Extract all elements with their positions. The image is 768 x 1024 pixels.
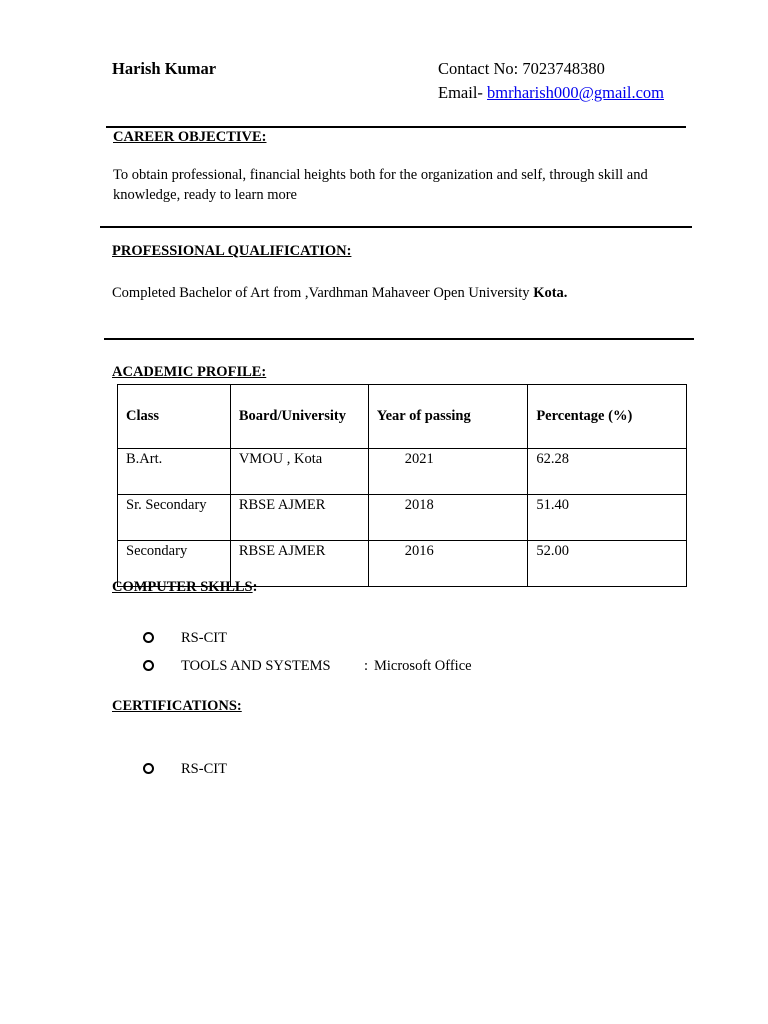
email-line <box>438 83 664 103</box>
table-cell: 2018 <box>368 495 528 541</box>
table-cell: Sr. Secondary <box>118 495 231 541</box>
divider-2 <box>100 226 692 228</box>
computer-skills-colon: : <box>252 579 258 595</box>
career-objective-line-1: To obtain professional, financial heights both for the organization and self, through skill and <box>113 167 648 183</box>
computer-skills-heading <box>112 579 257 596</box>
column-header: Year of passing <box>368 385 528 449</box>
column-header: Class <box>118 385 231 449</box>
academic-table <box>117 384 687 587</box>
contact-number: Contact No: 7023748380 <box>438 59 605 78</box>
table-row <box>118 495 687 541</box>
professional-qualification-heading: PROFESSIONAL QUALIFICATION: <box>112 243 352 259</box>
divider-3 <box>104 338 694 340</box>
certification-item: RS-CIT <box>181 761 227 777</box>
column-header: Board/University <box>230 385 368 449</box>
certifications-heading: CERTIFICATIONS: <box>112 698 242 714</box>
skill-separator: : <box>364 658 369 674</box>
qualification-text <box>112 283 567 303</box>
divider-1 <box>106 126 686 128</box>
table-cell: RBSE AJMER <box>230 541 368 587</box>
computer-skills-title: COMPUTER SKILLS <box>112 579 253 595</box>
column-header: Percentage (%) <box>528 385 687 449</box>
skill-value: Microsoft Office <box>374 658 472 674</box>
email-link[interactable]: bmrharish000@gmail.com <box>487 83 664 102</box>
bullet-icon <box>143 763 154 774</box>
table-cell: 62.28 <box>528 449 687 495</box>
table-cell: 51.40 <box>528 495 687 541</box>
table-cell: 52.00 <box>528 541 687 587</box>
table-cell: Secondary <box>118 541 231 587</box>
bullet-icon <box>143 632 154 643</box>
academic-profile-heading: ACADEMIC PROFILE: <box>112 364 267 380</box>
qualification-location: Kota. <box>533 285 568 301</box>
qualification-description: Completed Bachelor of Art from ,Vardhman Mahaveer Open University <box>112 285 534 301</box>
table-cell: 2016 <box>368 541 528 587</box>
table-cell: VMOU , Kota <box>230 449 368 495</box>
bullet-icon <box>143 660 154 671</box>
candidate-name: Harish Kumar <box>112 59 217 78</box>
table-cell: B.Art. <box>118 449 231 495</box>
skill-item: TOOLS AND SYSTEMS <box>181 658 331 674</box>
table-cell: 2021 <box>368 449 528 495</box>
career-objective-line-2: knowledge, ready to learn more <box>113 187 297 203</box>
career-objective-heading: CAREER OBJECTIVE: <box>113 129 267 145</box>
table-cell: RBSE AJMER <box>230 495 368 541</box>
email-label: Email- <box>438 83 488 102</box>
skill-item: RS-CIT <box>181 630 227 646</box>
table-row <box>118 449 687 495</box>
table-header-row <box>118 385 687 449</box>
